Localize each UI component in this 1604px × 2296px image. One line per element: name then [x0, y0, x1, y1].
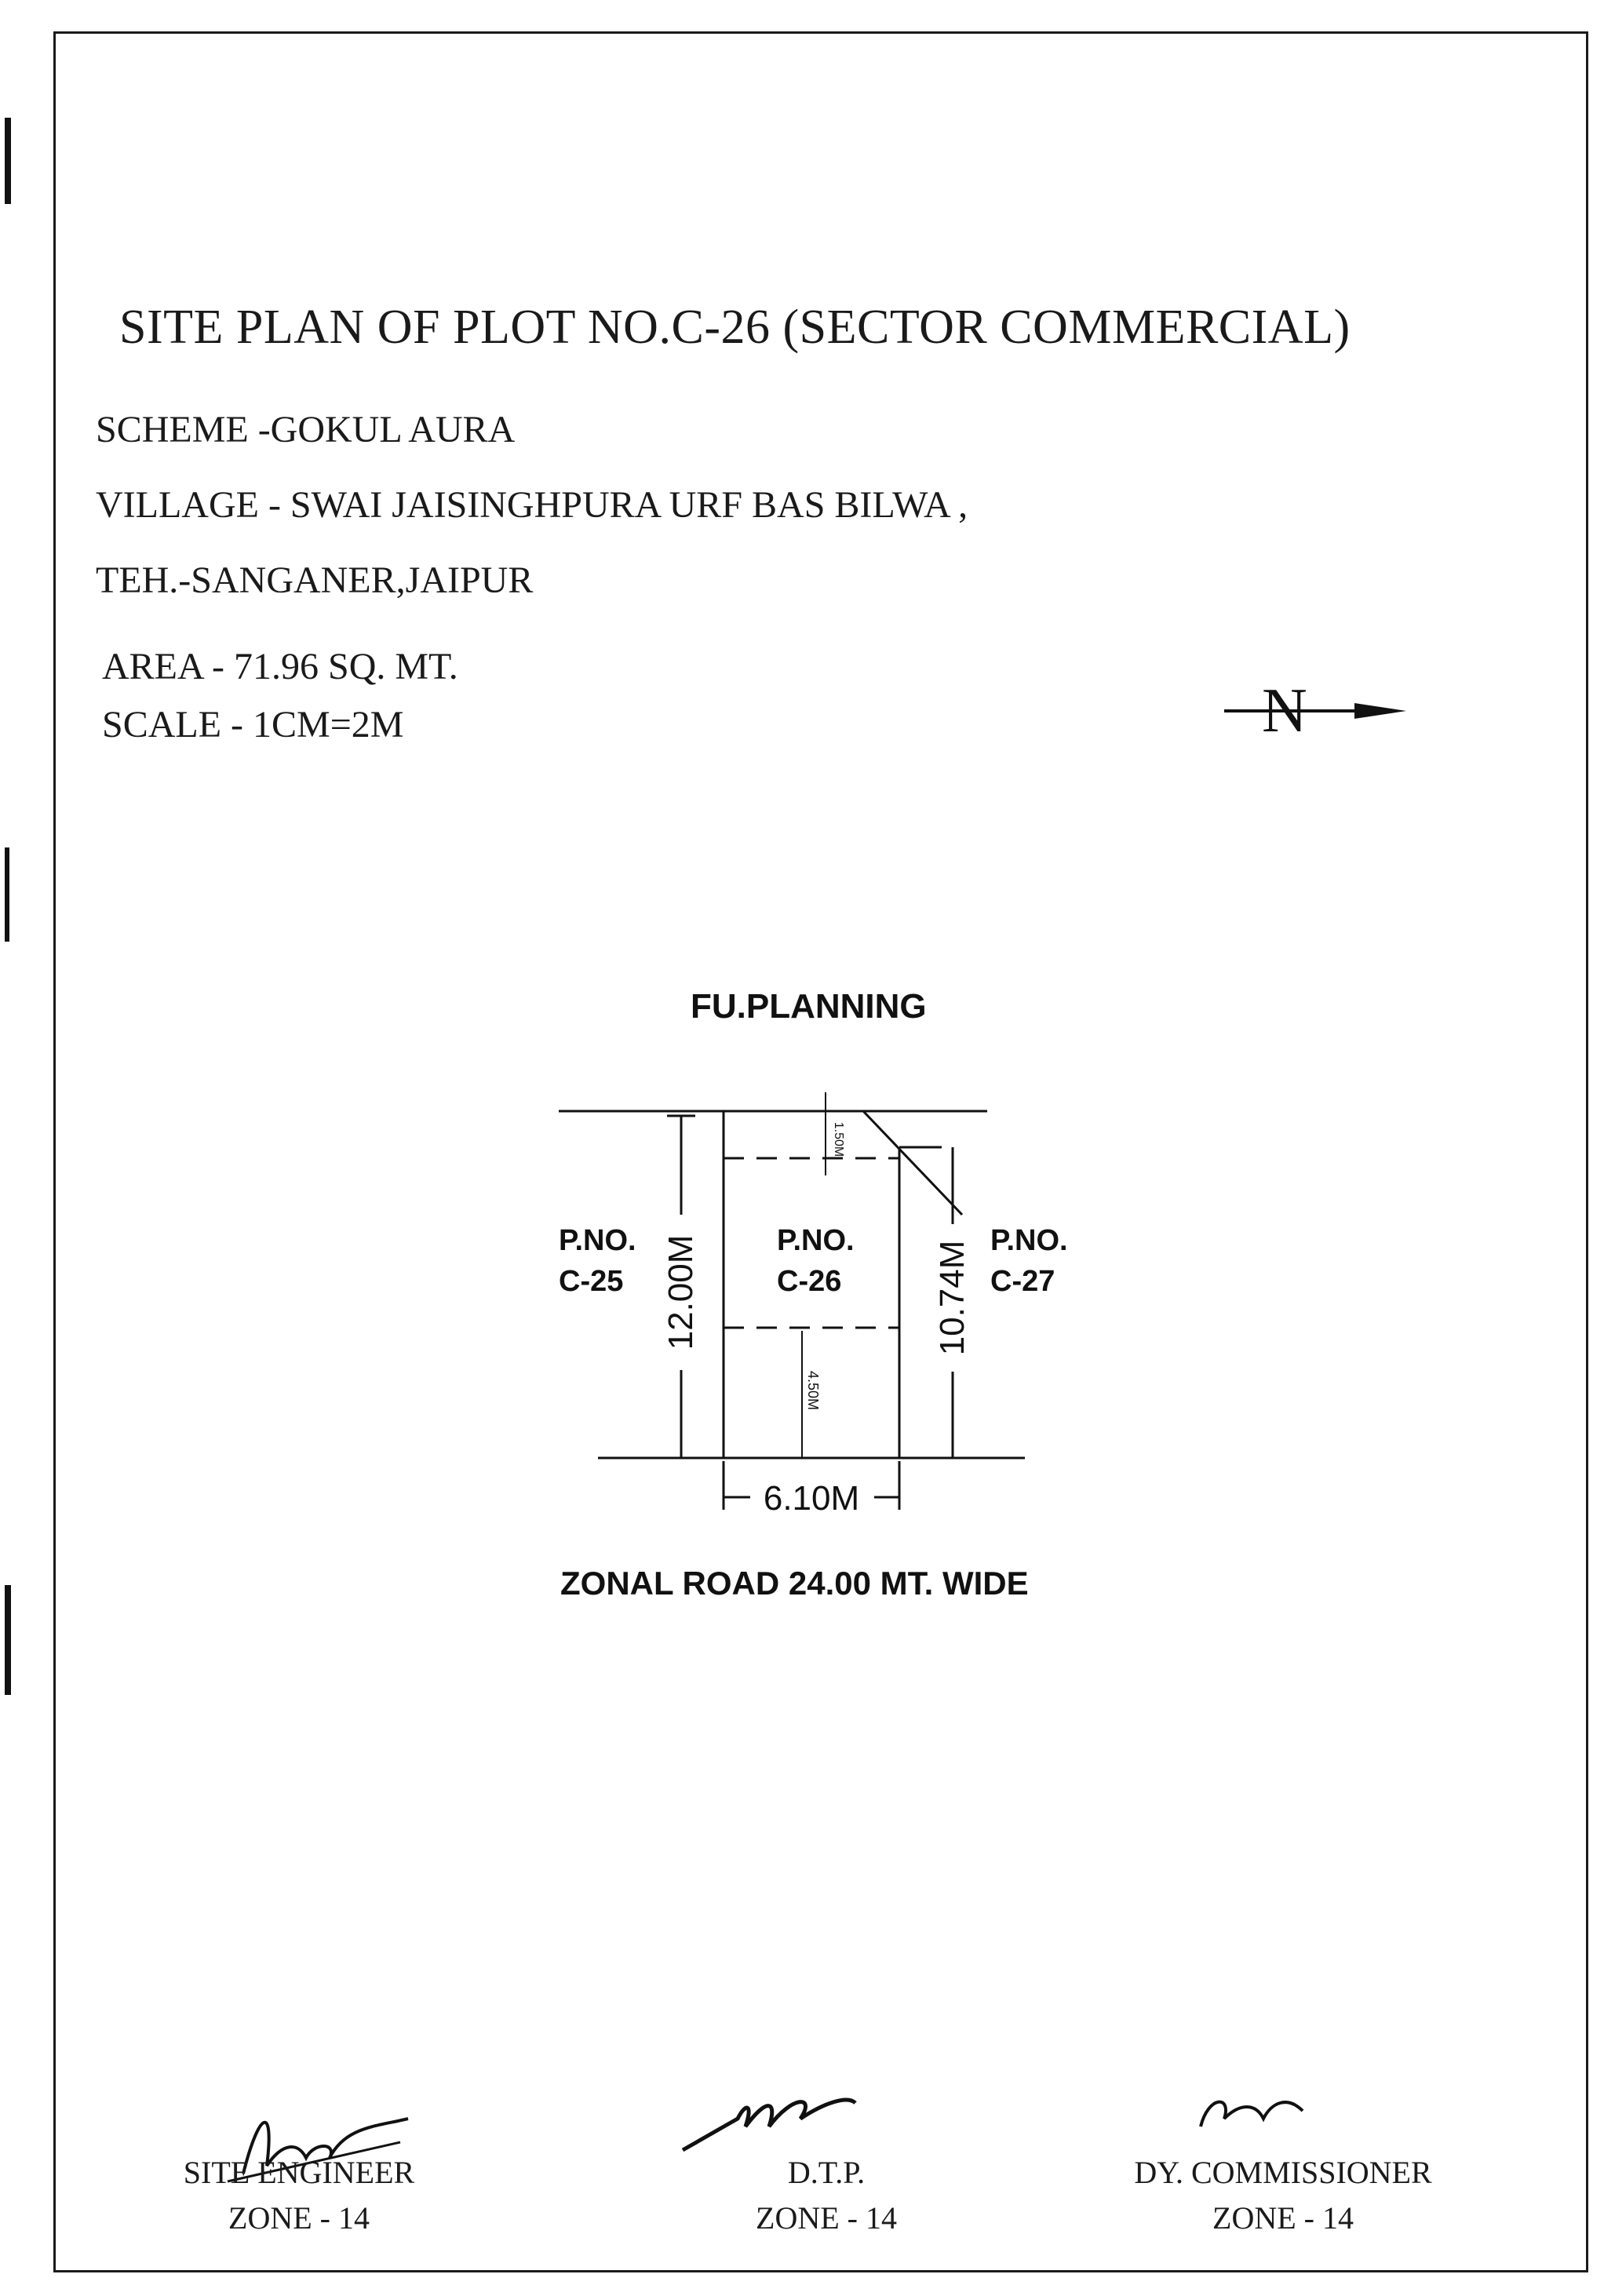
plot-label-line: C-26 — [777, 1265, 842, 1298]
front-setback-label: 4.50M — [805, 1370, 821, 1411]
plot-label-line: C-25 — [559, 1265, 624, 1298]
chamfer-line — [863, 1111, 962, 1215]
area-line: AREA - 71.96 SQ. MT. — [102, 646, 458, 687]
signatory-zone: ZONE - 14 — [228, 2200, 370, 2236]
signatory-role: DY. COMMISSIONER — [1134, 2155, 1432, 2190]
scale-line: SCALE - 1CM=2M — [102, 704, 404, 745]
page-title: SITE PLAN OF PLOT NO.C-26 (SECTOR COMMERCIAL) — [119, 301, 1351, 354]
dtp-signature — [667, 2072, 871, 2158]
plot-label-line: P.NO. — [777, 1224, 855, 1257]
right-depth-label: 10.74M — [933, 1240, 972, 1356]
dy-commissioner-block — [1091, 2150, 1475, 2241]
site-engineer-block — [146, 2150, 452, 2241]
signatory-zone: ZONE - 14 — [756, 2200, 897, 2236]
village-line: VILLAGE - SWAI JAISINGHPURA URF BAS BILWA , — [96, 484, 968, 526]
zonal-road-label: ZONAL ROAD 24.00 MT. WIDE — [560, 1565, 1029, 1602]
tehsil-line: TEH.-SANGANER,JAIPUR — [96, 559, 534, 601]
dtp-block — [673, 2150, 979, 2241]
scheme-line: SCHEME -GOKUL AURA — [96, 409, 516, 450]
signatory-zone: ZONE - 14 — [1212, 2200, 1354, 2236]
plot-label-line: C-27 — [990, 1265, 1055, 1298]
plot-label-c25 — [559, 1220, 636, 1302]
plot-label-c27 — [990, 1220, 1068, 1302]
rear-setback-label: 1.50M — [832, 1121, 845, 1157]
plot-label-c26 — [777, 1220, 855, 1302]
signatory-role: SITE ENGINEER — [183, 2155, 415, 2190]
signatory-role: D.T.P. — [787, 2155, 866, 2190]
fu-planning-label: FU.PLANNING — [691, 987, 927, 1026]
north-label: N — [1262, 680, 1307, 742]
front-width-label: 6.10M — [763, 1479, 860, 1518]
plot-label-line: P.NO. — [990, 1224, 1068, 1257]
left-depth-label: 12.00M — [662, 1234, 700, 1350]
dy-commissioner-signature — [1177, 2079, 1334, 2150]
plot-label-line: P.NO. — [559, 1224, 636, 1257]
